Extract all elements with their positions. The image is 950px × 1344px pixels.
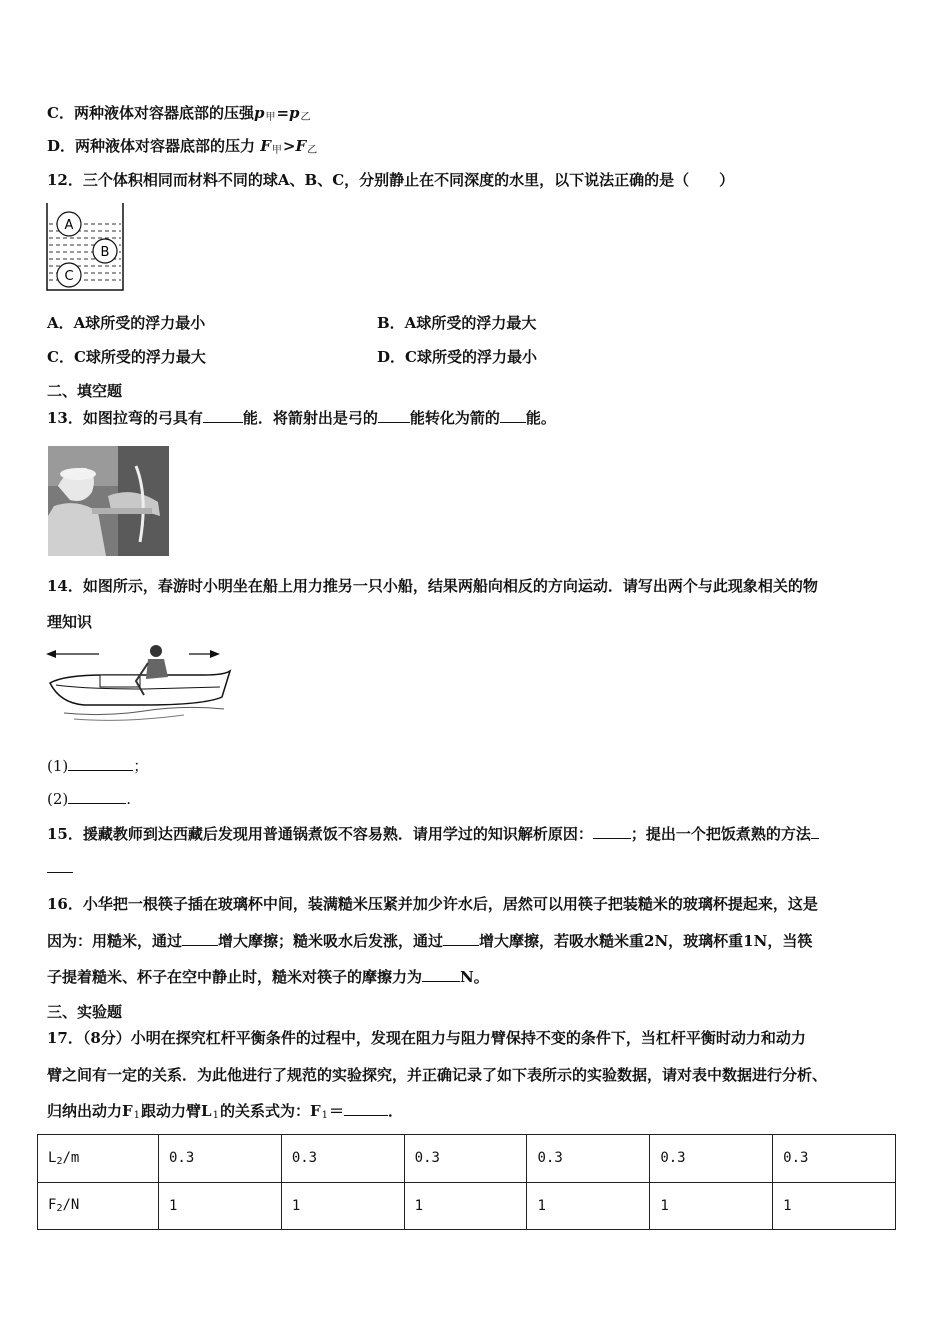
table-cell: 1 — [404, 1182, 527, 1230]
q15-blank-1[interactable] — [593, 824, 631, 839]
q14-answer-2-blank[interactable] — [68, 789, 126, 804]
table-cell: 1 — [159, 1182, 282, 1230]
q11-option-d-text: D．两种液体对容器底部的压力 — [47, 137, 256, 155]
q11-option-c-op: = — [276, 104, 290, 122]
q13-part4: 能。 — [525, 409, 556, 427]
q12-option-c: C．C球所受的浮力最大 — [47, 348, 206, 366]
q16-line2a: 因为：用糙米，通过 — [47, 932, 183, 950]
right-arrowhead — [210, 650, 220, 658]
table-cell: 1 — [527, 1182, 650, 1230]
q12-option-a: A．A球所受的浮力最小 — [47, 314, 206, 332]
q16-line2 — [47, 931, 812, 951]
q17-data-table — [37, 1134, 896, 1230]
q14-answer-2 — [47, 789, 131, 809]
q13-part1: 13．如图拉弯的弓具有 — [47, 409, 203, 427]
q12-option-b: B．A球所受的浮力最大 — [377, 314, 537, 332]
q14-answer-2-end: . — [126, 790, 132, 808]
q11-option-c — [47, 103, 312, 128]
q17-line1: 17．（8分）小明在探究杠杆平衡条件的过程中，发现在阻力与阻力臂保持不变的条件下，当杠杆平衡时动力和动力 — [47, 1029, 806, 1047]
q15-blank-2-end[interactable] — [47, 858, 73, 873]
section-fill-in-heading: 二、填空题 — [47, 382, 123, 400]
q12-water-container-figure — [45, 203, 125, 293]
q15-line2 — [47, 858, 73, 878]
q11-option-c-sub2: 乙 — [300, 112, 311, 123]
row-f2-unit: /N — [62, 1197, 80, 1214]
boy-body — [146, 659, 168, 679]
table-row-f2 — [38, 1182, 896, 1230]
q15-blank-2-start[interactable] — [811, 824, 819, 839]
q17-line2: 臂之间有一定的关系．为此他进行了规范的实验探究，并正确记录了如下表所示的实验数据，请对表中数据进行分析、 — [47, 1066, 828, 1084]
q17-line3 — [47, 1101, 403, 1126]
q16-line1: 16．小华把一根筷子插在玻璃杯中间，装满糙米压紧并加少许水后，居然可以用筷子把装糙米的玻璃杯提起来，这是 — [47, 895, 818, 913]
q16-line3a: 子提着糙米、杯子在空中静止时，糙米对筷子的摩擦力为 — [47, 968, 423, 986]
table-cell: 1 — [281, 1182, 404, 1230]
q11-option-d-var2: F — [295, 137, 307, 155]
table-cell: 0.3 — [773, 1135, 896, 1183]
section-experiment-heading: 三、实验题 — [47, 1003, 123, 1021]
q15-part2: ；提出一个把饭煮熟的方法 — [630, 825, 811, 843]
q16-line3b: N。 — [460, 968, 489, 986]
q16-blank-2[interactable] — [443, 931, 479, 946]
row-f2-header — [38, 1182, 159, 1230]
row-l2-header — [38, 1135, 159, 1183]
q11-option-c-sub1: 甲 — [265, 112, 276, 123]
row-f2-label: F — [48, 1197, 57, 1214]
q13-blank-1[interactable] — [203, 408, 243, 423]
table-cell: 0.3 — [404, 1135, 527, 1183]
q14-boat-figure — [44, 645, 234, 725]
table-cell: 0.3 — [159, 1135, 282, 1183]
q13-blank-3[interactable] — [500, 408, 526, 423]
q17-blank[interactable] — [344, 1101, 388, 1116]
boy-head — [150, 645, 162, 657]
q11-option-c-var2: p — [289, 104, 300, 122]
q12-stem: 12．三个体积相同而材料不同的球A、B、C，分别静止在不同深度的水里，以下说法正确的是（ ） — [47, 171, 735, 189]
q14-line1: 14．如图所示，春游时小明坐在船上用力推另一只小船，结果两船向相反的方向运动．请写出两个与此现象相关的物 — [47, 577, 818, 595]
q13-part2: 能．将箭射出是弓的 — [242, 409, 378, 427]
row-f2-sub: 2 — [56, 1203, 63, 1215]
q11-option-d-var1: F — [260, 137, 271, 155]
q17-line3c-sub: 1 — [321, 1110, 328, 1121]
q11-option-d — [47, 136, 318, 161]
q14-answer-1 — [47, 756, 148, 776]
table-cell: 0.3 — [527, 1135, 650, 1183]
q11-option-d-sub2: 乙 — [307, 145, 318, 156]
ball-a-label: A — [64, 218, 74, 233]
row-l2-sub: 2 — [56, 1155, 63, 1167]
q16-blank-1[interactable] — [182, 931, 218, 946]
row-l2-unit: /m — [62, 1149, 80, 1166]
q15-part1: 15．援藏教师到达西藏后发现用普通锅煮饭不容易熟．请用学过的知识解析原因： — [47, 825, 593, 843]
q17-line3a: 归纳出动力F — [47, 1102, 133, 1120]
table-cell: 0.3 — [650, 1135, 773, 1183]
ball-c-label: C — [64, 269, 74, 284]
q14-answer-1-blank[interactable] — [68, 756, 133, 771]
row-l2-label: L — [48, 1149, 57, 1166]
q13-text — [47, 408, 556, 428]
q14-answer-1-end: ； — [133, 757, 149, 775]
q13-part3: 能转化为箭的 — [409, 409, 500, 427]
q12-option-d: D．C球所受的浮力最小 — [377, 348, 537, 366]
left-arrowhead — [46, 650, 56, 658]
q17-line3b-sub: 1 — [212, 1110, 219, 1121]
table-cell: 1 — [650, 1182, 773, 1230]
q11-option-c-text: C．两种液体对容器底部的压强 — [47, 104, 254, 122]
q13-archer-photo — [48, 446, 169, 556]
q17-line3d: ＝ — [329, 1102, 345, 1120]
q15-line1 — [47, 824, 819, 844]
q16-line3 — [47, 967, 489, 987]
q13-blank-2[interactable] — [378, 408, 410, 423]
q11-option-d-sub1: 甲 — [271, 145, 282, 156]
q11-option-c-var1: p — [253, 104, 265, 122]
table-cell: 1 — [773, 1182, 896, 1230]
q14-answer-2-label: (2) — [47, 790, 69, 808]
q14-answer-1-label: (1) — [47, 757, 69, 775]
table-row-l2 — [38, 1135, 896, 1183]
q14-line2: 理知识 — [47, 613, 93, 631]
q17-line3b: 跟动力臂L — [141, 1102, 212, 1120]
q17-line3e: ． — [388, 1102, 404, 1120]
q11-option-d-op: > — [282, 137, 296, 155]
q16-blank-3[interactable] — [422, 967, 460, 982]
q16-line2c: 增大摩擦，若吸水糙米重2N，玻璃杯重1N，当筷 — [479, 932, 813, 950]
table-cell: 0.3 — [281, 1135, 404, 1183]
ball-b-label: B — [100, 245, 110, 260]
q16-line2b: 增大摩擦；糙米吸水后发涨，通过 — [218, 932, 444, 950]
q17-line3c: 的关系式为：F — [219, 1102, 321, 1120]
q17-line3a-sub: 1 — [133, 1110, 141, 1121]
